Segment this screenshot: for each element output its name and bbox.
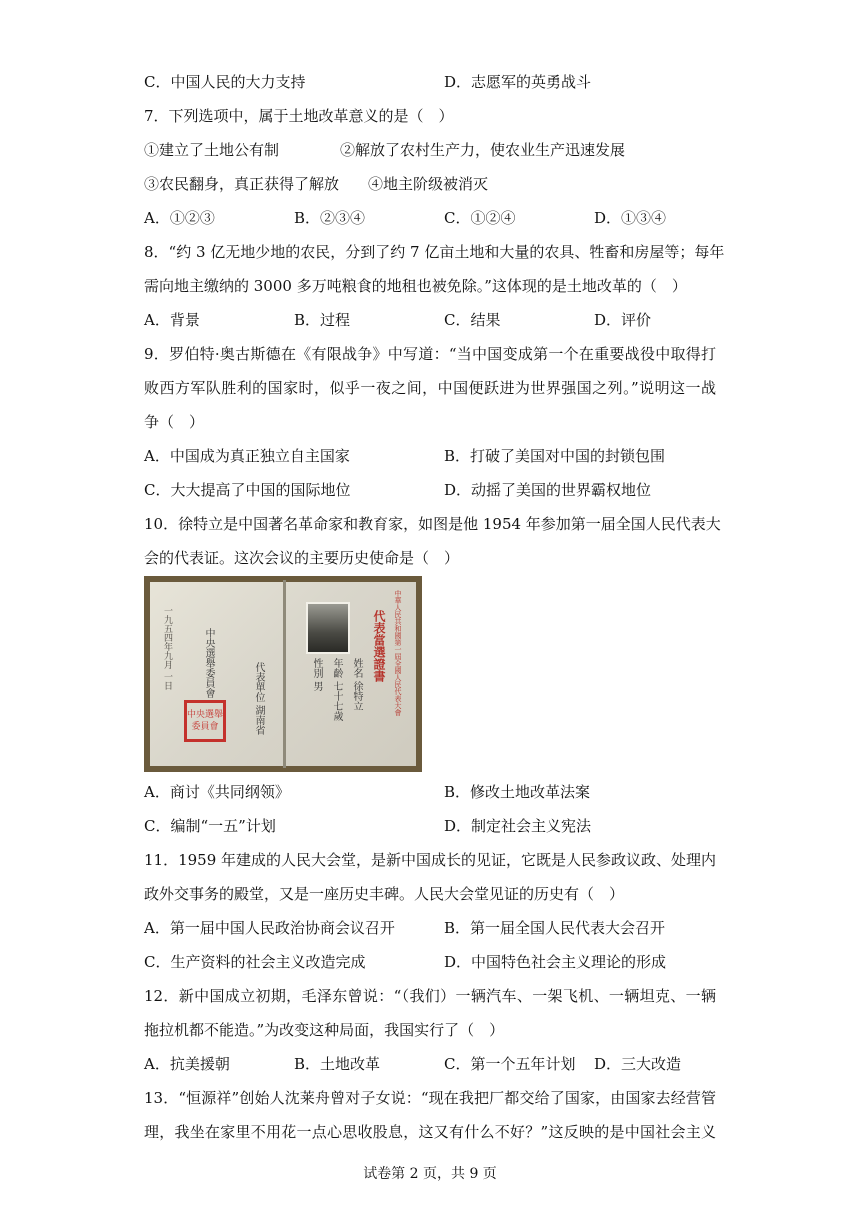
q10-option-b: B．修改土地改革法案 xyxy=(444,783,591,801)
q7-option-a: A．①②③ xyxy=(144,209,215,227)
q11-line-2: 政外交事务的殿堂，又是一座历史丰碑。人民大会堂见证的历史有（ ） xyxy=(144,885,625,903)
q8-line-2: 需向地主缴纳的 3000 多万吨粮食的地租也被免除。”这体现的是土地改革的（ ） xyxy=(144,277,687,295)
page-footer: 试卷第 2 页，共 9 页 xyxy=(363,1166,497,1182)
seal-text: 中央選舉 委員會 xyxy=(187,710,224,732)
q12-option-b: B．土地改革 xyxy=(294,1055,381,1073)
q6-option-d: D．志愿军的英勇战斗 xyxy=(444,73,592,91)
certificate-issuer: 中央選舉委員會 xyxy=(203,628,214,698)
certificate-title: 代表當選證書 xyxy=(372,610,386,682)
q8-option-b: B．过程 xyxy=(294,311,351,329)
q7-option-b: B．②③④ xyxy=(294,209,366,227)
certificate-age: 年齡 七十七歲 xyxy=(331,658,342,722)
certificate-name: 姓名 徐特立 xyxy=(351,658,362,712)
q9-option-c: C．大大提高了中国的国际地位 xyxy=(144,481,351,499)
q10-option-a: A．商讨《共同纲领》 xyxy=(144,783,290,801)
q12-line-1: 12．新中国成立初期，毛泽东曾说：“（我们）一辆汽车、一架飞机、一辆坦克、一辆 xyxy=(144,987,716,1005)
q8-option-c: C．结果 xyxy=(444,311,501,329)
portrait-photo xyxy=(306,602,350,654)
q12-option-a: A．抗美援朝 xyxy=(144,1055,230,1073)
q12-line-2: 拖拉机都不能造。”为改变这种局面，我国实行了（ ） xyxy=(144,1021,505,1039)
q12-option-c: C．第一个五年计划 xyxy=(444,1055,576,1073)
q12-option-d: D．三大改造 xyxy=(594,1055,682,1073)
q10-option-d: D．制定社会主义宪法 xyxy=(444,817,592,835)
q7-item-2: ②解放了农村生产力，使农业生产迅速发展 xyxy=(340,141,626,159)
q7-item-3: ③农民翻身，真正获得了解放 xyxy=(144,175,340,193)
certificate-seal xyxy=(184,700,226,742)
q7-option-d: D．①③④ xyxy=(594,209,667,227)
q8-line-1: 8．“约 3 亿无地少地的农民，分到了约 7 亿亩土地和大量的农具、牲畜和房屋等；每年 xyxy=(144,243,725,261)
q11-option-b: B．第一届全国人民代表大会召开 xyxy=(444,919,666,937)
q13-line-2: 理，我坐在家里不用花一点心思收股息，这又有什么不好？”这反映的是中国社会主义 xyxy=(144,1123,716,1141)
q10-line-1: 10．徐特立是中国著名革命家和教育家，如图是他 1954 年参加第一届全国人民代表大 xyxy=(144,515,721,533)
delegate-certificate-photo xyxy=(144,576,422,772)
q9-line-1: 9．罗伯特·奥古斯德在《有限战争》中写道：“当中国变成第一个在重要战役中取得打 xyxy=(144,345,716,363)
q6-option-c: C．中国人民的大力支持 xyxy=(144,73,306,91)
q7-stem: 7．下列选项中，属于土地改革意义的是（ ） xyxy=(144,107,454,125)
q8-option-d: D．评价 xyxy=(594,311,652,329)
certificate-sex: 性別 男 xyxy=(311,658,322,692)
q10-option-c: C．编制“一五”计划 xyxy=(144,817,276,835)
q11-option-d: D．中国特色社会主义理论的形成 xyxy=(444,953,667,971)
q9-line-3: 争（ ） xyxy=(144,413,205,431)
q13-line-1: 13．“恒源祥”创始人沈莱舟曾对子女说：“现在我把厂都交给了国家，由国家去经营管 xyxy=(144,1089,716,1107)
q7-item-1: ①建立了土地公有制 xyxy=(144,141,280,159)
certificate-date: 一九五四年九月 一日 xyxy=(162,606,172,690)
q9-option-a: A．中国成为真正独立自主国家 xyxy=(144,447,350,465)
q11-option-c: C．生产资料的社会主义改造完成 xyxy=(144,953,366,971)
q11-option-a: A．第一届中国人民政治协商会议召开 xyxy=(144,919,395,937)
q7-item-4: ④地主阶级被消灭 xyxy=(368,175,489,193)
q9-line-2: 败西方军队胜利的国家时，似乎一夜之间，中国便跃进为世界强国之列。”说明这一战 xyxy=(144,379,716,397)
certificate-header-small: 中華人民共和國第一屆全國人民代表大會 xyxy=(394,590,402,716)
q9-option-b: B．打破了美国对中国的封锁包围 xyxy=(444,447,666,465)
certificate-fold xyxy=(283,580,286,768)
q8-option-a: A．背景 xyxy=(144,311,200,329)
q7-option-c: C．①②④ xyxy=(444,209,516,227)
q10-line-2: 会的代表证。这次会议的主要历史使命是（ ） xyxy=(144,549,460,567)
q11-line-1: 11．1959 年建成的人民大会堂，是新中国成长的见证，它既是人民参政议政、处理内 xyxy=(144,851,717,869)
certificate-region: 代表單位 湖南省 xyxy=(253,662,264,736)
q9-option-d: D．动摇了美国的世界霸权地位 xyxy=(444,481,652,499)
